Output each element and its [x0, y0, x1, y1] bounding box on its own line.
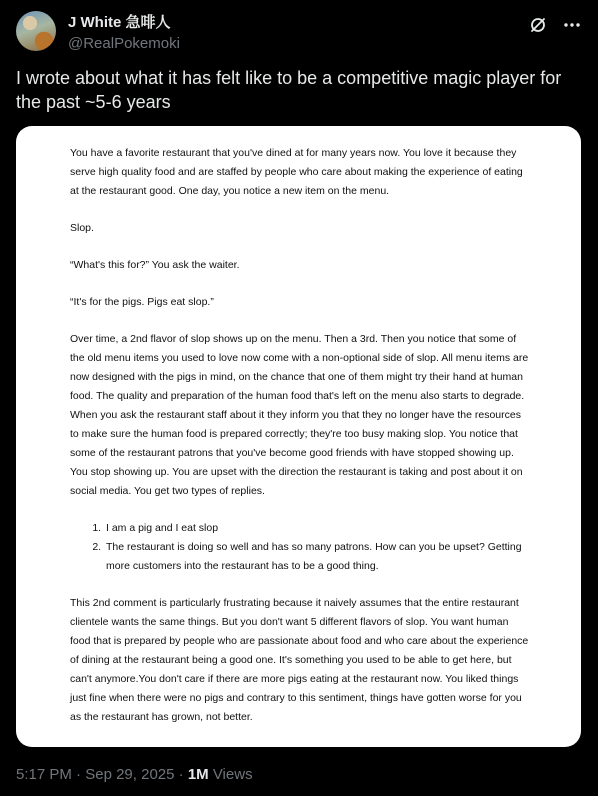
paragraph-1: You have a favorite restaurant that you've dined at for many years now. You love it because they serve high quality food and are staffed by people who care about making the experience of eating at the restaurant good. One day, you notice a new item on the menu. [70, 147, 523, 197]
paragraph-2: Slop. [70, 222, 94, 234]
list-item: 2. The restaurant is doing so well and has so many patrons. How can you be upset? Getting more customers into the restaurant has to be a good thing. [104, 538, 530, 576]
list-item: 1. I am a pig and I eat slop [104, 519, 530, 538]
paragraph-4: “It's for the pigs. Pigs eat slop.” [70, 296, 214, 308]
views-count: 1M [187, 766, 209, 783]
author-names [68, 13, 180, 53]
paragraph-6: This 2nd comment is particularly frustrating because it naively assumes that the entire restaurant clientele wants the same things. But you don't want 5 different flavors of slop. You want human food that is prepared by people who are passionate about food and who care about the experience of dining at the restaurant being a good one. It's something you used to be able to get here, but can't anymore.You don't care if there are more pigs eating at the restaurant now. You liked things just fine when there were no pigs and contrary to this sentiment, things have gotten worse for you as the restaurant has grown, not better. [70, 597, 529, 723]
views-label: Views [212, 766, 253, 783]
tweet-date[interactable]: Sep 29, 2025 [85, 766, 175, 783]
tweet-header [16, 11, 582, 53]
separator-dot: · [76, 766, 82, 783]
more-icon[interactable] [562, 15, 582, 35]
tweet-text: I wrote about what it has felt like to be a competitive magic player for the past ~5-6 years [16, 68, 562, 112]
tweet-footer [16, 766, 253, 783]
display-name[interactable]: J White 急啡人 [68, 14, 171, 31]
handle[interactable]: @RealPokemoki [68, 35, 180, 52]
avatar[interactable] [16, 11, 56, 51]
separator-dot: · [178, 766, 184, 783]
grok-icon[interactable] [528, 15, 548, 35]
attached-image[interactable] [16, 126, 581, 747]
paragraph-5: Over time, a 2nd flavor of slop shows up on the menu. Then a 3rd. Then you notice that some of the old menu items you used to love now come with a non-optional side of slop. All menu items are now designed with the pigs in mind, on the chance that one of them might try their hand at human food. The quality and preparation of the human food that's left on the menu also starts to degrade. When you ask the restaurant staff about it they inform you that they no longer have the resources to make sure the human food is prepared correctly; they're too busy making slop. You notice that some of the restaurant patrons that you've become good friends with have stopped showing up. You stop showing up. You are upset with the direction the restaurant is taking and post about it on social media. You get two types of replies. [70, 333, 529, 497]
paragraph-3: “What's this for?” You ask the waiter. [70, 259, 240, 271]
document-text [70, 144, 530, 745]
reply-types-list [70, 519, 530, 576]
tweet-time[interactable]: 5:17 PM [16, 766, 72, 783]
